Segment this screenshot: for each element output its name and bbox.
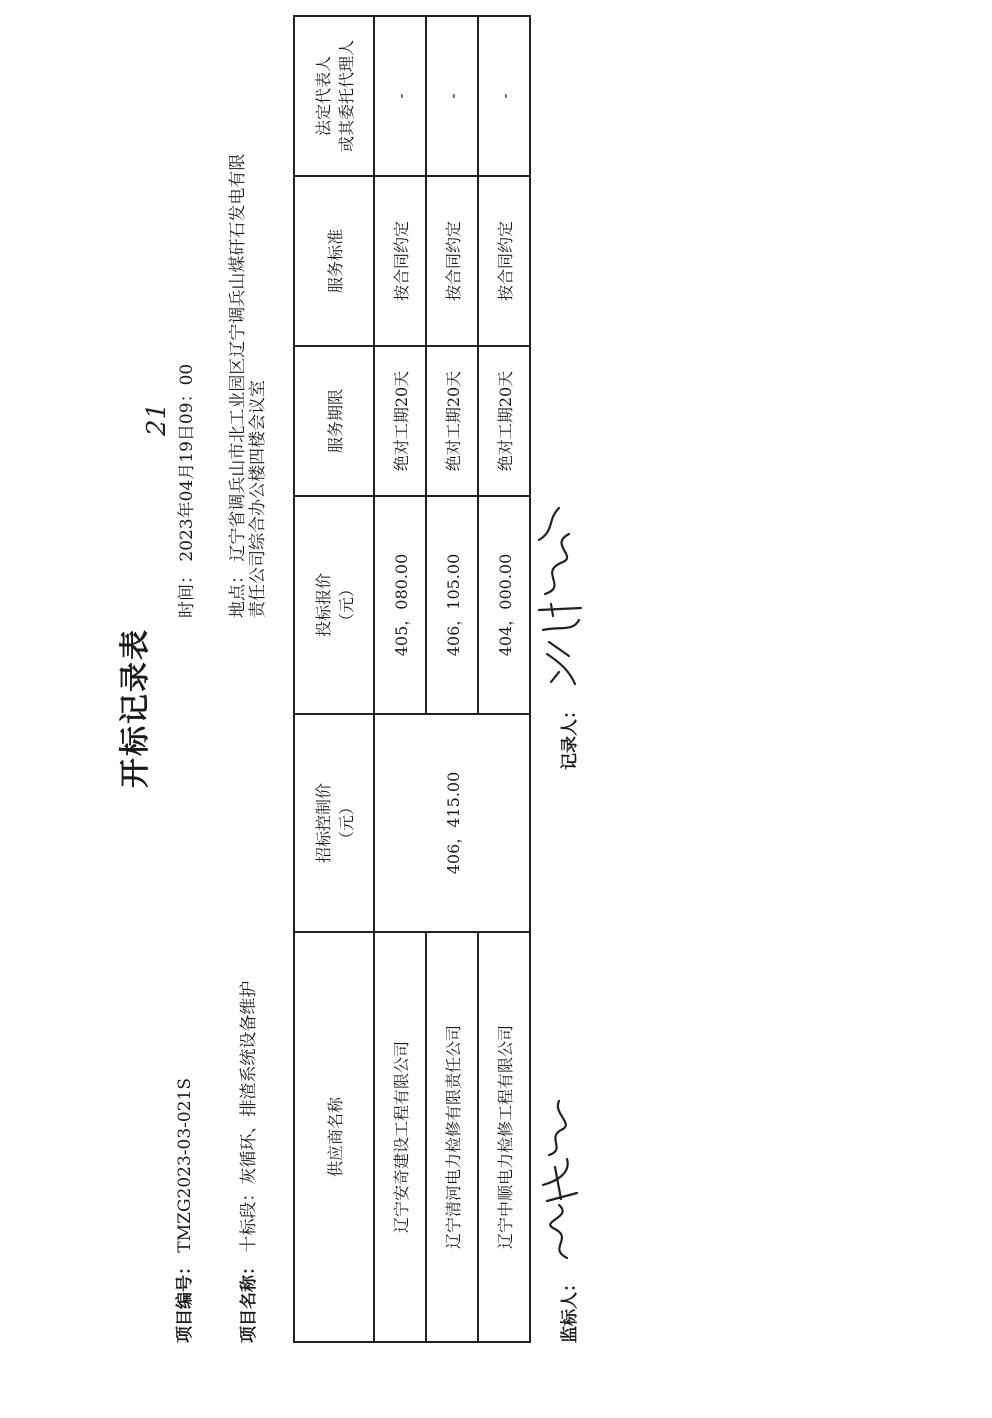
header-service-period: 服务期限 [294, 346, 374, 496]
recorder-signature [529, 500, 589, 690]
supplier-name: 辽宁中顺电力检修工程有限公司 [478, 932, 530, 1342]
time-handwritten-correction: 21 [142, 402, 172, 436]
header-service-standard: 服务标准 [294, 176, 374, 346]
supervisor-label: 监标人： [560, 1275, 580, 1343]
legal-rep: - [374, 16, 426, 176]
legal-rep: - [426, 16, 478, 176]
service-period: 绝对工期20天 [374, 346, 426, 496]
bid-opening-table [293, 15, 531, 1343]
recorder-line [555, 702, 580, 770]
table-row [374, 16, 426, 1342]
project-code-line [170, 1078, 195, 1343]
location-block [228, 154, 268, 618]
service-standard: 按合同约定 [426, 176, 478, 346]
supervisor-line [555, 1275, 580, 1343]
time-label: 时间： [177, 567, 197, 618]
project-code-label: 项目编号： [175, 1258, 195, 1343]
location-line2: 责任公司综合办公楼四楼会议室 [248, 380, 268, 618]
bid-price: 404，000.00 [478, 496, 530, 714]
supervisor-signature [537, 1093, 583, 1263]
bid-price: 405，080.00 [374, 496, 426, 714]
supplier-name: 辽宁安奇建设工程有限公司 [374, 932, 426, 1342]
page-title: 开标记录表 [118, 628, 153, 788]
time-value: 2023年04月19日09：00 [177, 363, 197, 562]
location-line1: 辽宁省调兵山市北工业园区辽宁调兵山煤矸石发电有限 [228, 153, 248, 562]
control-price: 406，415.00 [374, 714, 530, 932]
legal-rep: - [478, 16, 530, 176]
table-row [426, 16, 478, 1342]
header-supplier: 供应商名称 [294, 932, 374, 1342]
header-legal-rep: 法定代表人 或其委托代理人 [294, 16, 374, 176]
time-line [142, 363, 197, 618]
service-standard: 按合同约定 [478, 176, 530, 346]
project-name: 十标段：灰循环、排渣系统设备维护 [239, 980, 259, 1253]
project-name-label: 项目名称： [239, 1258, 259, 1343]
table-header-row [294, 16, 374, 1342]
header-bid-price: 投标报价 （元） [294, 496, 374, 714]
service-period: 绝对工期20天 [478, 346, 530, 496]
recorder-label: 记录人： [560, 702, 580, 770]
supplier-name: 辽宁清河电力检修有限责任公司 [426, 932, 478, 1342]
location-label: 地点： [228, 567, 248, 618]
table-row [478, 16, 530, 1342]
service-period: 绝对工期20天 [426, 346, 478, 496]
project-name-line [234, 981, 259, 1343]
project-code: TMZG2023-03-021S [175, 1077, 195, 1253]
header-control-price: 招标控制价 （元） [294, 714, 374, 932]
bid-price: 406，105.00 [426, 496, 478, 714]
service-standard: 按合同约定 [374, 176, 426, 346]
